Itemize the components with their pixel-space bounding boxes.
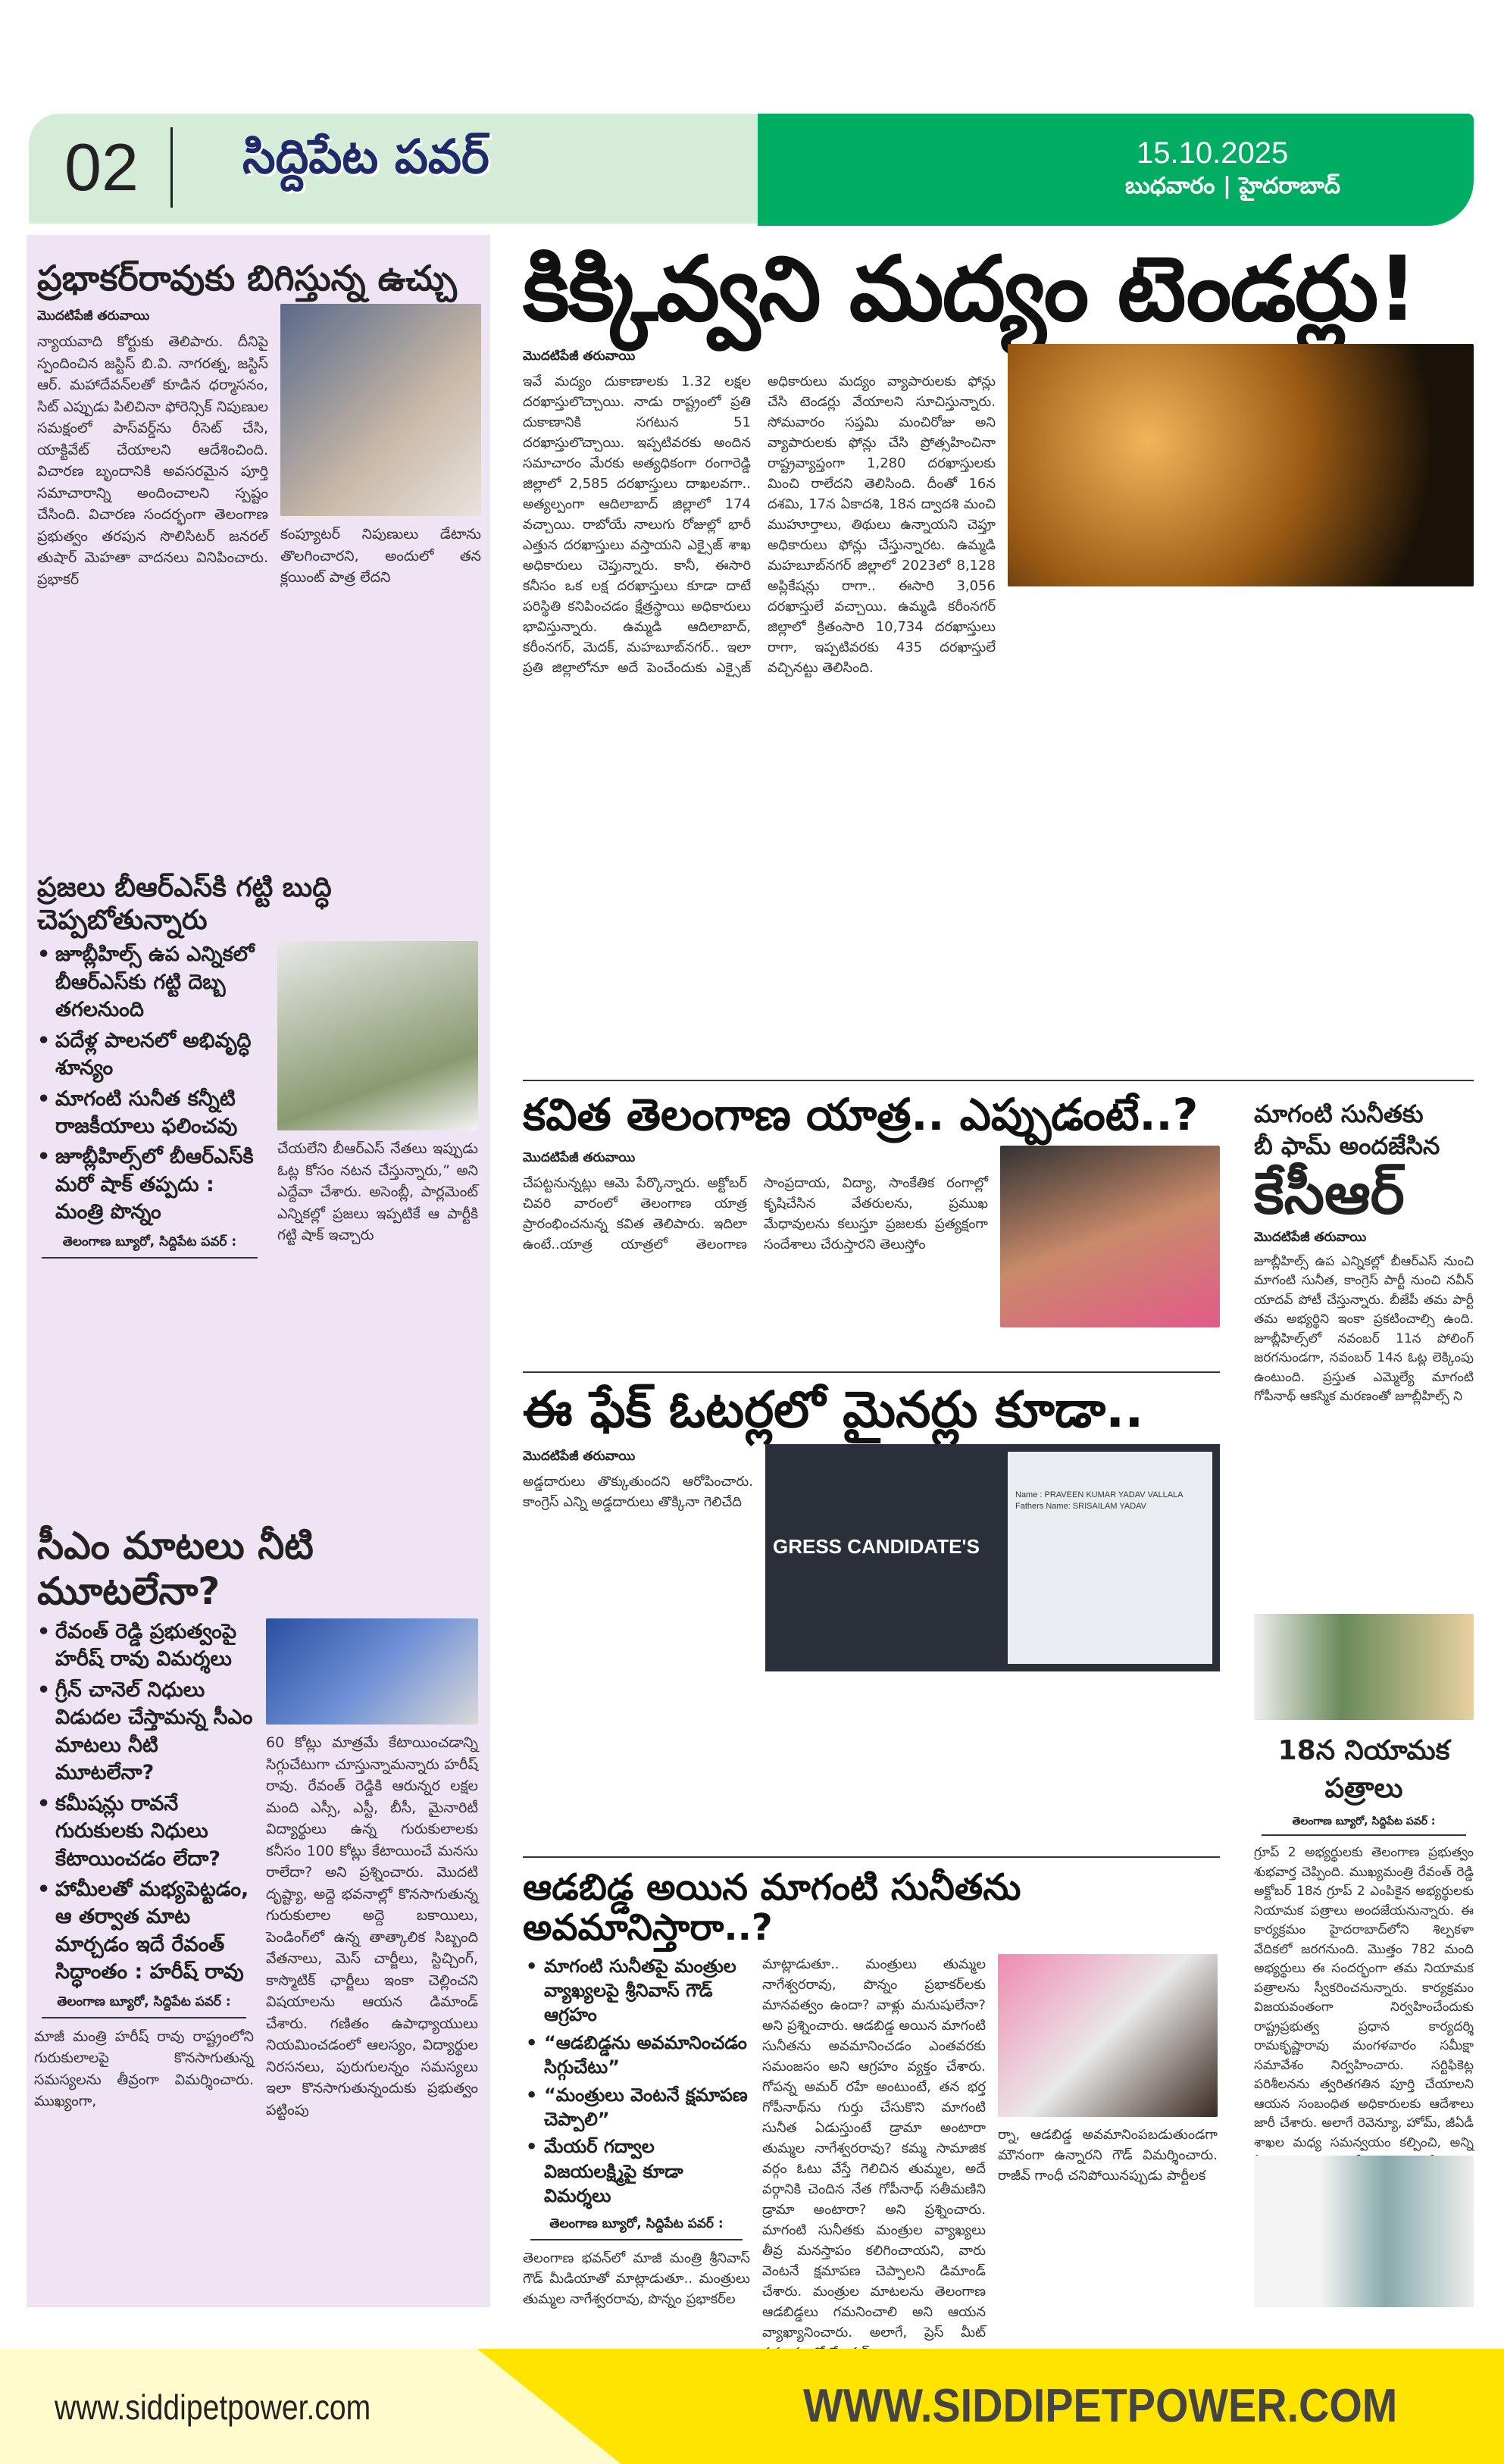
page-number: 02: [64, 130, 139, 205]
article-group2: [1254, 1735, 1474, 2307]
article-ponnam: [27, 871, 490, 1508]
bullet: • జూబ్లీహిల్స్‌లో బీఆర్‌ఎస్‌కి మరో షాక్ తప్పదు : మంత్రి పొన్నం: [34, 1143, 265, 1226]
photo-liquor: [1008, 344, 1474, 586]
byline: తెలంగాణ బ్యూరో, సిద్దిపేట పవర్ :: [42, 1234, 258, 1259]
continued-label: మొదటిపేజీ తరువాయి: [523, 348, 636, 364]
voter-card-father: Fathers Name: SRISAILAM YADAV: [1015, 1501, 1147, 1511]
article-body: చేపట్టనున్నట్లు ఆమె పేర్కొన్నారు. అక్టోబర్ చివరి వారంలో తెలంగాణ యాత్ర ప్రారంభించనున్న కవిత తెలిపారు. ఇదిలా ఉంటే..యాత్ర యాత్రలో తెలంగాణ సాంప్రదాయ, విద్యా, సాంకేతిక రంగాల్లో కృషిచేసిన వేతరులను, ప్రముఖ మేధావులను కలుస్తూ ప్రజలకు ప్రత్యక్షంగా సందేశాలు చేరుస్తారని తెలుస్తోం: [523, 1174, 988, 1252]
photo-caption-text: GRESS CANDIDATE'S: [773, 1534, 980, 1558]
article-body: తెలంగాణ భవన్‌లో మాజీ మంత్రి శ్రీనివాస్ గౌడ్ మీడియాతో మాట్లాడుతూ.. మంత్రులు తుమ్మల నాగేశ్వరరావు, పొన్నం ప్రభాకర్‌ల: [523, 2250, 750, 2307]
bullet: • గ్రీన్ చానెల్ నిధులు విడుదల చేస్తామన్న సీఎం మాటలు నీటి మూటలేనా?: [34, 1677, 254, 1787]
headline: ప్రభాకర్‌రావుకు బిగిస్తున్న ఉచ్చు: [37, 258, 457, 299]
voter-card-name: Name : PRAVEEN KUMAR YADAV VALLALA: [1015, 1490, 1184, 1499]
photo-srinivas-goud: [998, 1954, 1218, 2117]
photo-harish-rao: [266, 1618, 478, 1724]
article-body-2: 60 కోట్లు మాత్రమే కేటాయించడాన్ని సిగ్గుచేటుగా చూస్తున్నామన్నారు హరీష్ రావు. రేవంత్ రెడ్డికి ఆరున్నర లక్షల మంది ఎస్సీ, ఎస్టీ, బీసీ, మైనారిటీ విద్యార్థులు ఉన్న గురుకులాలకు కనీసం 100 కోట్లు కేటాయించే మనసు రాలేదా? అని ప్రశ్నించారు. మొదటి దృష్ట్యా, అద్దె భవనాల్లో కొనసాగుతున్న గురుకులాల అద్దె బకాయిలు, పెండింగ్‌లో ఉన్న తాత్కాలిక సిబ్బంది వేతనాలు, మెస్ చార్జీలు, స్టిచ్చింగ్, కాస్మొటిక్ ఛార్జీలు ఇంకా చెల్లించని విషయాలను ఆయన డిమాండ్ చేశారు. గణితం ఉపాధ్యాయులు నియమించడంలో ఆలస్యం, విద్యార్థుల నిరసనలు, పురుగులన్నం సమస్యలు ఇలా కొనసాగుతున్నందుకు ప్రభుత్వం పట్టింపు: [266, 1734, 478, 2118]
photo-minister-ponnam: [277, 941, 478, 1130]
bullet: • కమీషన్లు రావనే గురుకులకు నిధులు కేటాయించడం లేదా?: [34, 1790, 254, 1873]
bullets-aadabidda: [523, 1954, 750, 2307]
article-body: మాజీ మంత్రి హరీష్ రావు రాష్ట్రంలోని గురుకులాలపై కొనసాగుతున్న సమస్యలను తీవ్రంగా విమర్శించారు. ముఖ్యంగా,: [34, 2028, 254, 2110]
headline-aadabidda: ఆడబిడ్డ అయిన మాగంటి సునీతను అవమానిస్తారా..?: [523, 1866, 1021, 1949]
continued-label: మొదటిపేజీ తరువాయి: [523, 1149, 636, 1165]
article-body-3: ర్నా, ఆడబిడ్డ అవమానింపబడుతుండగా మౌనంగా ఉన్నారని గౌడ్ విమర్శించారు. రాజీవ్ గాంధీ చనిపోయినప్పుడు పార్టీలక: [998, 2126, 1218, 2184]
issue-date: 15.10.2025: [1137, 136, 1289, 170]
article-body: గ్రూప్ 2 అభ్యర్థులకు తెలంగాణ ప్రభుత్వం శుభవార్త చెప్పింది. ముఖ్యమంత్రి రేవంత్ రెడ్డి అక్టోబర్ 18న గ్రూప్ 2 ఎంపికైన అభ్యర్థులకు నియామక పత్రాలు అందజేయనున్నారు. ఈ కార్యక్రమం హైదరాబాద్‌లోని శిల్పకళా వేదికలో జరగనుంది. మొత్తం 782 మంది అభ్యర్థులు ఈ సందర్భంగా తమ నియామక పత్రాలను స్వీకరించనున్నారు. కార్యక్రమం విజయవంతంగా నిర్వహించేందుకు రాష్ట్రప్రభుత్వ ప్రధాన కార్యదర్శి రామకృష్ణారావు మంగళవారం సమీక్షా సమావేశం నిర్వహించారు. సర్టిఫికెట్ల పరిశీలనను త్వరితగతిన పూర్తి చేయాలని ఆయన సంబంధిత అధికారులకు ఆదేశాలు జారీ చేశారు. అలాగే రెవెన్యూ, హోమ్, జీఏడీ శాఖల మధ్య సమన్వయం కల్పించి, అన్ని: [1254, 1845, 1474, 2150]
main-headline: కిక్కివ్వని మద్యం టెండర్లు!: [523, 236, 1417, 341]
headline-line: మాగంటి సునీతకు: [1254, 1099, 1424, 1128]
bullet: • “మంత్రులు వెంటనే క్షమాపణ చెప్పాలి”: [523, 2083, 750, 2132]
bullet: • మాగంటి సునీతపై మంత్రుల వ్యాఖ్యలపై శ్రీనివాస్ గౌడ్ ఆగ్రహం: [523, 1954, 750, 2028]
photo-prabhakar-rao: [280, 304, 481, 516]
photo-cm-revanth: [1254, 2156, 1474, 2307]
bullet: • మాగంటి సునీత కన్నీటి రాజకీయాలు ఫలించవు: [34, 1086, 265, 1141]
divider: [523, 1856, 1220, 1858]
article-prabhakar: [27, 258, 490, 856]
issue-day-city: బుధవారం | హైదరాబాద్: [1125, 173, 1340, 199]
article-body-2: మాట్లాడుతూ.. మంత్రులు తుమ్మల నాగేశ్వరరావు, పొన్నం ప్రభాకర్‌లకు మానవత్వం ఉందా? వాళ్లు మనుషులేనా? అని ప్రశ్నించారు. ఆడబిడ్డ అయిన మాగంటి సునీతను అవమానించడం ఎంతవరకు సమంజసం అని ఆగ్రహం వ్యక్తం చేశారు. గోపన్న అమర్ రహే అంటుంటే, తన భర్త గోపీనాథ్‌ను గుర్తు చేసుకొని మాగంటి సునీత ఏడుస్తుంటే డ్రామా అంటారా తుమ్మల నాగేశ్వరరావు? కమ్మ సామాజిక వర్గం ఓటు వేస్తే గెలిచిన తుమ్మల, అదే వర్గానికి చెందిన నేత గోపీనాథ్ సతీమణిని డ్రామా అంటారా? అని ప్రశ్నించారు. మాగంటి సునీతకు మంత్రుల వ్యాఖ్యలు తీవ్ర మనస్తాపం కలిగించాయని, వారు వెంటనే క్షమాపణ చెప్పాలని డిమాండ్ చేశారు. మంత్రుల మాటలను తెలంగాణ ఆడబిడ్డలు గమనించాలి అని ఆయన వ్యాఖ్యానించారు. అలాగే, ప్రెస్ మీట్: [762, 1956, 986, 2340]
left-column: [27, 235, 490, 2307]
bullet: • మేయర్ గద్వాల విజయలక్ష్మిపై కూడా విమర్శలు: [523, 2134, 750, 2208]
continued-label: మొదటిపేజీ తరువాయి: [37, 308, 150, 324]
bullet: • రేవంత్ రెడ్డి ప్రభుత్వంపై హరీష్ రావు విమర్శలు: [34, 1618, 254, 1674]
article-body: న్యాయవాది కోర్టుకు తెలిపారు. దీనిపై స్పందించిన జస్టిస్ బి.వి. నాగరత్న, జస్టిస్ ఆర్. మహాదేవన్‌లతో కూడిన ధర్మాసనం, సిట్ ఎప్పుడు పిలిచినా ఫోరెన్సిక్ నిపుణుల సమక్షంలో పాస్‌వర్డ్‌ను రీసెట్ చేసి, యాక్టివేట్ చేయాలని ఆదేశించింది. విచారణ బృందానికి అవసరమైన పూర్తి సమాచారాన్ని అందించాలని స్పష్టం చేసింది. విచారణ సందర్భంగా తెలంగాణ ప్రభుత్వం తరపున సొలిసిటర్ జనరల్ తుషార్ మెహతా వాదనలు వినిపించారు. ప్రభాకర్: [37, 333, 268, 588]
photo-fake-voter-id: [765, 1444, 1220, 1671]
byline: తెలంగాణ బ్యూరో, సిద్దిపేట పవర్ :: [530, 2216, 743, 2240]
continued-label: మొదటిపేజీ తరువాయి: [523, 1448, 636, 1464]
article-fake-voters: [523, 1383, 1220, 1849]
divider: [523, 1371, 1220, 1373]
article-kcr: [1254, 1099, 1474, 1720]
divider: [523, 1080, 1474, 1081]
main-article-body: ఇవే మద్యం దుకాణాలకు 1.32 లక్షల దరఖాస్తులొచ్చాయి. నాడు రాష్ట్రంలో ప్రతి దుకాణానికి సగటున 51 దరఖాస్తులొచ్చాయి. ఇప్పటివరకు అందిన సమాచారం మేరకు అత్యధికంగా రంగారెడ్డి జిల్లాలో 2,585 దరఖాస్తులు దాఖలవగా.. అత్యల్పంగా ఆదిలాబాద్ జిల్లాలో 174 వచ్చాయి. రాబోయే నాలుగు రోజుల్లో భారీ ఎత్తున దరఖాస్తులు వస్తాయని ఎక్సైజ్ శాఖ అధికారులు చెప్తున్నారు. కానీ, ఈసారి కనీసం ఒక లక్ష దరఖాస్తులు కూడా దాటే పరిస్థితి కనిపించడం క్షేత్రస్థాయి అధికారులు భావిస్తున్నారు. ఉమ్మడి ఆదిలాబాద్, కరీంనగర్, మెదక్, మహబూబ్‌నగర్.. ఇలా ప్రతి జిల్లాలోనూ అదే పెంచేందుకు ఎక్సైజ్ అధికారులు మద్యం వ్యాపారులకు ఫోన్లు చేసి టెండర్లు వేయాలని సూచిస్తున్నారు. సోమవారం సప్తమి మంచిరోజు అని వ్యాపారులకు ఫోన్లు చేసి ప్రోత్సహించినా రాష్ట్రవ్యాప్తంగా 1,280 దరఖాస్తులకు మించి రాలేదని తెలిసింది. దీంతో 16న దశమి, 17న ఏకాదశి, 18న ద్వాదశి మంచి ముహూర్తాలు, తిథులు ఉన్నాయని చెప్తూ అధికారులు ఫోన్లు చేస్తున్నారట. ఉమ్మడి మహబూబ్‌నగర్ జిల్లాలో 2023లో 8,128 అప్లికేషన్లు రాగా.. ఈసారి 3,056 దరఖాస్తులే వచ్చాయి. ఉమ్మడి కరీంనగర్ జిల్లాలో క్రితంసారి 10,734 దరఖాస్తులు రాగా, ఇప్పటివరకు 435 దరఖాస్తులే వచ్చినట్టు తెలిసింది.: [523, 373, 996, 676]
article-body: చేయలేని బీఆర్‌ఎస్ నేతలు ఇప్పుడు ఓట్ల కోసం నటన చేస్తున్నారు,” అని ఎద్దేవా చేశారు. అసెంబ్లీ, పార్లమెంట్ ఎన్నికల్లో ప్రజలు ఇప్పటికే ఆ పార్టీకి గట్టి షాక్ ఇచ్చారు: [277, 1140, 478, 1244]
bullet: • జూబ్లీహిల్స్ ఉప ఎన్నికలో బీఆర్‌ఎస్‌కు గట్టి దెబ్బ తగలనుంది: [34, 941, 265, 1024]
article-aadabidda: [523, 1866, 1227, 2340]
masthead-logo: సిద్దిపేట పవర్: [242, 129, 489, 184]
headline: సీఎం మాటలు నీటి మూటలేనా?: [37, 1524, 314, 1613]
header-band-right: [758, 114, 1474, 226]
footer-url-left[interactable]: www.siddipetpower.com: [55, 2387, 371, 2427]
article-body: జూబ్లీహిల్స్ ఉప ఎన్నికల్లో బీఆర్‌ఎస్ నుంచి మాగంటి సునీత, కాంగ్రెస్ పార్టీ నుంచి నవీన్ యాదవ్ పోటీ చేస్తున్నారు. బీజేపీ తమ పార్టీ తమ అభ్యర్థిని ఇంకా ప్రకటించాల్సి ఉంది. జూబ్లీహిల్స్‌లో నవంబర్ 11న పోలింగ్ జరగనుండగా, నవంబర్ 14న ఓట్ల లెక్కింపు ఉంటుంది. ప్రస్తుత ఎమ్మెల్యే మాగంటి గోపీనాథ్ ఆకస్మిక మరణంతో జూబ్లీహిల్స్ ని: [1254, 1253, 1474, 1405]
article-kavitha: [523, 1091, 1220, 1365]
article-main: [523, 236, 1474, 1072]
headline: 18న నియామక పత్రాలు: [1277, 1735, 1450, 1804]
byline: తెలంగాణ బ్యూరో, సిద్దిపేట పవర్ :: [1262, 1815, 1466, 1836]
article-body: అడ్డదారులు తొక్కుతుందని ఆరోపించారు. కాంగ్రెస్ ఎన్ని అడ్డదారులు తొక్కినా గెలిచేది: [523, 1473, 753, 1510]
byline: తెలంగాణ బ్యూరో, సిద్దిపేట పవర్ :: [42, 1994, 246, 2018]
footer-url-right[interactable]: WWW.SIDDIPETPOWER.COM: [803, 2380, 1398, 2432]
article-body-2: కంప్యూటర్ నిపుణులు డేటాను తొలగించారని, అందులో తన క్లయింట్ పాత్ర లేదని: [280, 526, 481, 586]
bullet: • “ఆడబిడ్డను అవమానించడం సిగ్గుచేటు”: [523, 2031, 750, 2080]
bullet: • పదేళ్ల పాలనలో అభివృద్ధి శూన్యం: [34, 1027, 265, 1083]
bullet: • హామీలతో మభ్యపెట్టడం, ఆ తర్వాత మాట మార్చడం ఇదే రేవంత్ సిద్ధాంతం : హరీష్ రావు: [34, 1876, 254, 1987]
photo-kavitha: [1000, 1146, 1220, 1327]
divider: [170, 127, 173, 208]
article-harish: [27, 1523, 490, 2303]
continued-label: మొదటిపేజీ తరువాయి: [1254, 1229, 1367, 1245]
headline: ప్రజలు బీఆర్‌ఎస్‌కి గట్టి బుద్ధి చెప్పబోతున్నారు: [37, 872, 332, 937]
headline-kcr: కేసీఆర్: [1254, 1159, 1405, 1227]
headline-kavitha: కవిత తెలంగాణ యాత్ర.. ఎప్పుడంటే..?: [523, 1089, 1199, 1140]
headline-fake-voters: ఈ ఫేక్ ఓటర్లలో మైనర్లు కూడా..: [523, 1381, 1144, 1439]
headline-line: బీ ఫామ్ అందజేసిన: [1254, 1130, 1440, 1160]
photo-kcr-bform: [1254, 1614, 1474, 1720]
